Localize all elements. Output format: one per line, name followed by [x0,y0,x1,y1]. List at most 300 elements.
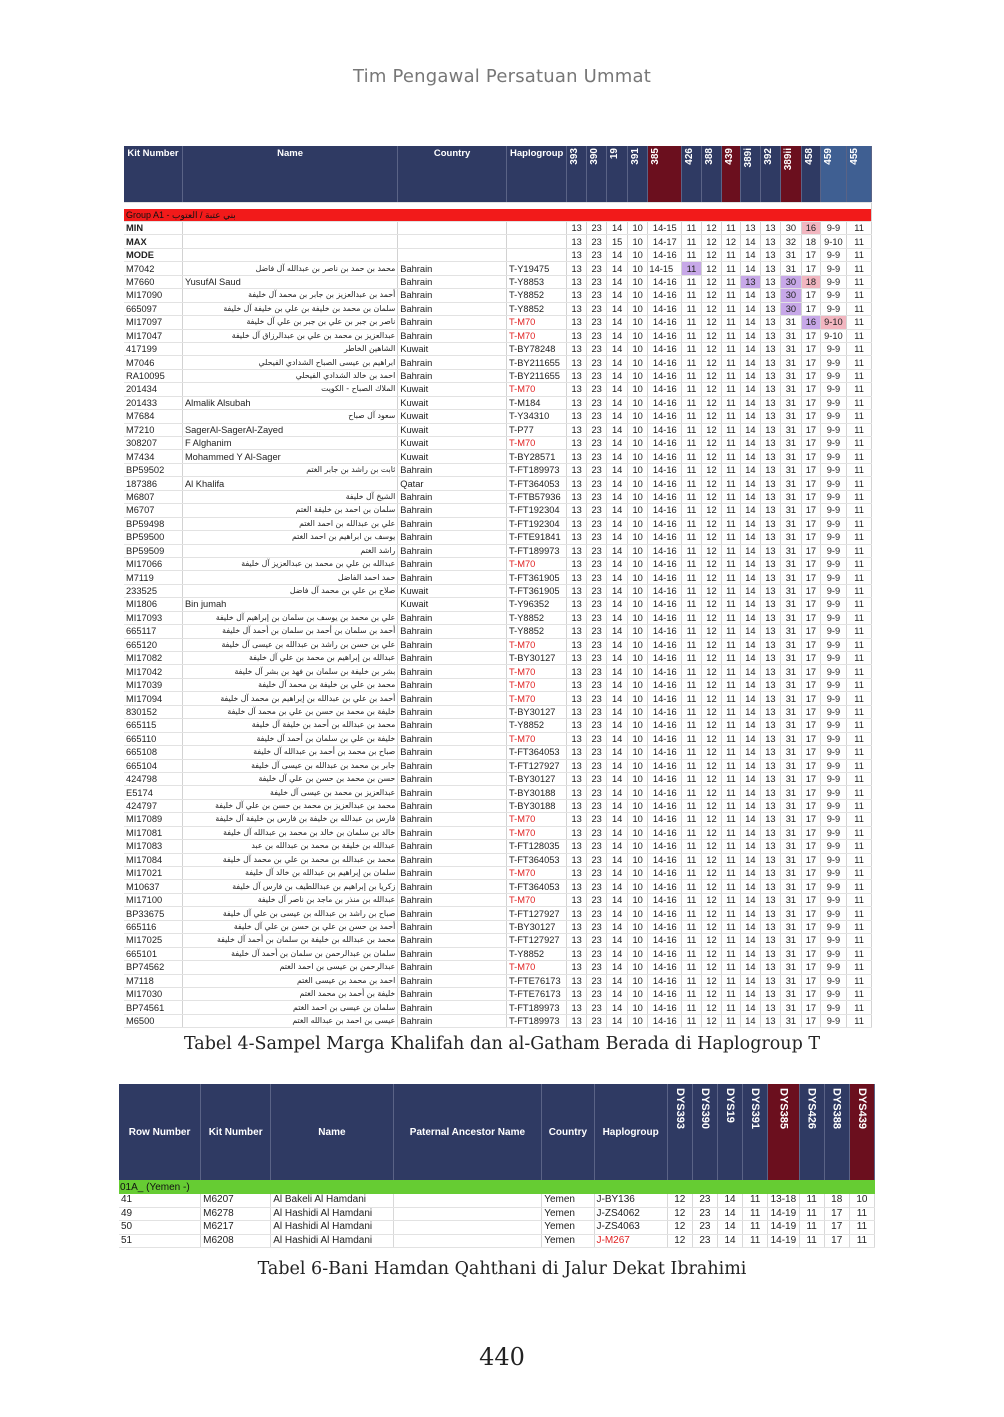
marker-value: 11 [682,1001,701,1014]
marker-value: 11 [722,584,740,597]
marker-value: 13 [761,799,780,812]
marker-value: 11 [722,961,740,974]
country-cell: Bahrain [398,531,507,544]
marker-value: 17 [824,1207,849,1221]
marker-value: 23 [692,1234,717,1248]
marker-value: 10 [627,772,648,785]
marker-value: 14-16 [648,383,682,396]
name-cell: خليفة بن محمد بن حسن بن علي بن محمد آل خليفة [182,705,397,718]
marker-value: 12 [701,987,722,1000]
marker-value: 12 [701,396,722,409]
marker-value: 17 [802,369,820,382]
marker-value: 13 [567,342,586,355]
country-cell: Bahrain [398,652,507,665]
marker-value: 12 [701,316,722,329]
country-cell: Bahrain [398,638,507,651]
marker-value: 13 [567,423,586,436]
marker-value: 9-9 [820,504,847,517]
marker-value: 13 [761,356,780,369]
haplogroup-cell: T-BY211655 [506,356,566,369]
marker-value: 13 [567,356,586,369]
country-cell: Bahrain [398,504,507,517]
country-cell: Kuwait [398,584,507,597]
marker-label: DYS388 [830,1088,843,1129]
marker-value: 11 [743,1194,768,1207]
marker-value: 10 [627,678,648,691]
name-cell: Al Bakeli Al Hamdani [271,1194,393,1207]
marker-value: 10 [627,437,648,450]
marker-value: 12 [701,437,722,450]
marker-value: 14-16 [648,410,682,423]
marker-value: 14 [607,732,628,745]
marker-value: 17 [802,880,820,893]
marker-value: 12 [701,813,722,826]
marker-value: 14 [607,1001,628,1014]
marker-value: 14 [740,867,761,880]
marker-value: 12 [701,329,722,342]
marker-value: 18 [802,275,820,288]
marker-value: 10 [627,786,648,799]
marker-value: 13 [761,692,780,705]
marker-value: 14 [740,571,761,584]
marker-value: 14 [740,813,761,826]
marker-value: 9-9 [820,410,847,423]
marker-value: 12 [701,893,722,906]
marker-value: 13 [740,275,761,288]
marker-value: 17 [802,1001,820,1014]
bani-hamdan-table [119,1084,868,1246]
marker-value: 14-16 [648,652,682,665]
marker-value: 9-9 [820,369,847,382]
table-row [124,557,872,570]
marker-value: 10 [627,342,648,355]
marker-value: 14 [607,719,628,732]
kit-number-cell: M7119 [124,571,182,584]
marker-value: 11 [722,705,740,718]
marker-value: 13 [761,222,780,235]
marker-header [740,146,761,203]
marker-value: 13 [761,531,780,544]
marker-value: 9-9 [820,262,847,275]
marker-label: 391 [629,148,641,165]
marker-value: 12 [701,799,722,812]
group-row [124,209,872,222]
marker-value: 14 [740,584,761,597]
marker-value: 14 [740,947,761,960]
kit-number-cell: MI17042 [124,665,182,678]
name-cell: محمد بن عبدالله بن أحمد بن خليفة آل خليفة [182,719,397,732]
marker-label: DYS385 [777,1088,790,1129]
marker-value: 12 [701,531,722,544]
haplogroup-cell: T-BY30127 [506,705,566,718]
table-row [124,853,872,866]
marker-value: 10 [627,1014,648,1027]
marker-value: 31 [780,772,802,785]
kit-number-cell: MI17100 [124,893,182,906]
country-cell: Bahrain [398,893,507,906]
marker-value: 13 [567,719,586,732]
marker-value: 11 [682,517,701,530]
marker-value: 11 [743,1207,768,1221]
marker-label: DYS439 [855,1088,868,1129]
marker-value: 11 [722,289,740,302]
name-cell: سعود آل صباح [182,410,397,423]
marker-value: 11 [682,598,701,611]
marker-value: 14 [740,342,761,355]
marker-value: 12 [701,584,722,597]
marker-value: 23 [586,275,607,288]
marker-value: 10 [627,262,648,275]
kit-number-cell: 830152 [124,705,182,718]
marker-value: 10 [627,544,648,557]
marker-value: 9-9 [820,665,847,678]
marker-value: 23 [586,329,607,342]
haplogroup-cell: T-BY28571 [506,450,566,463]
marker-value: 10 [627,611,648,624]
marker-value: 10 [627,974,648,987]
marker-value: 9-9 [820,571,847,584]
column-header: Haplogroup [506,146,566,203]
marker-value: 11 [847,396,872,409]
country-cell: Bahrain [398,557,507,570]
marker-value: 11 [849,1234,874,1248]
table-row [124,477,872,490]
marker-value: 13 [761,517,780,530]
haplogroup-cell: T-FT361905 [506,571,566,584]
marker-value: 23 [586,342,607,355]
name-cell: Al Hashidi Al Hamdani [271,1234,393,1248]
kit-number-cell: E5174 [124,786,182,799]
marker-value: 12 [701,1014,722,1027]
marker-value: 12 [701,598,722,611]
marker-value: 11 [722,732,740,745]
marker-value: 14 [607,678,628,691]
marker-value: 14 [740,638,761,651]
marker-value: 14-16 [648,517,682,530]
marker-value: 17 [802,638,820,651]
kit-number-cell: 424797 [124,799,182,812]
haplogroup-t-table [124,146,864,1027]
marker-value: 10 [627,746,648,759]
table-row [124,826,872,839]
kit-number-cell: BP59502 [124,463,182,476]
marker-value: 14 [607,692,628,705]
marker-value: 13 [761,625,780,638]
marker-value: 31 [780,383,802,396]
marker-value: 13 [567,611,586,624]
marker-value: 13 [567,477,586,490]
marker-value: 10 [627,719,648,732]
marker-value: 9-9 [820,584,847,597]
marker-value: 23 [586,732,607,745]
marker-value: 12 [701,490,722,503]
marker-header [768,1084,799,1180]
marker-value: 23 [586,786,607,799]
marker-value: 10 [627,705,648,718]
marker-value: 13 [761,665,780,678]
marker-value: 13 [761,934,780,947]
marker-value: 11 [722,692,740,705]
marker-value: 11 [682,961,701,974]
marker-value: 12 [701,920,722,933]
marker-value: 23 [586,222,607,235]
country-cell: Bahrain [398,907,507,920]
haplogroup-cell: J-BY136 [594,1194,667,1207]
country-cell: Bahrain [398,490,507,503]
marker-value: 12 [701,383,722,396]
marker-value: 13 [567,692,586,705]
column-header: Country [398,146,507,203]
marker-value: 12 [667,1207,692,1221]
marker-value: 14 [740,652,761,665]
marker-value: 17 [802,611,820,624]
marker-value: 14 [607,759,628,772]
name-cell: عبدالله بن إبراهيم بن محمد بن علي آل خليفة [182,652,397,665]
marker-value: 9-9 [820,248,847,261]
table-row [124,356,872,369]
marker-value: 31 [780,665,802,678]
marker-value: 11 [847,893,872,906]
marker-value: 23 [586,692,607,705]
marker-value: 12 [701,786,722,799]
marker-value: 12 [701,867,722,880]
marker-value: 9-9 [820,598,847,611]
marker-value: 13 [761,611,780,624]
haplogroup-cell: T-Y96352 [506,598,566,611]
marker-value: 14 [740,356,761,369]
marker-value: 12 [701,544,722,557]
marker-value: 11 [849,1207,874,1221]
table-row [124,544,872,557]
marker-header [667,1084,692,1180]
marker-label: 459 [822,148,834,165]
country-cell: Bahrain [398,813,507,826]
table-row [124,423,872,436]
marker-value: 31 [780,1001,802,1014]
marker-header [717,1084,742,1180]
marker-value: 11 [722,826,740,839]
table-row [124,840,872,853]
marker-value: 11 [682,557,701,570]
marker-value: 14-19 [768,1221,799,1235]
marker-value: 31 [780,813,802,826]
kit-number-cell: 665116 [124,920,182,933]
marker-value: 13 [761,289,780,302]
marker-value: 14 [607,665,628,678]
marker-value: 13 [761,907,780,920]
marker-value: 13 [567,799,586,812]
marker-value: 14-16 [648,423,682,436]
marker-value: 10 [627,598,648,611]
kit-number-cell: MI17093 [124,611,182,624]
marker-value: 17 [802,584,820,597]
marker-value: 10 [627,1001,648,1014]
marker-value: 14 [607,222,628,235]
marker-value: 14-16 [648,1014,682,1027]
marker-value: 17 [802,920,820,933]
marker-value: 31 [780,947,802,960]
marker-value: 11 [849,1221,874,1235]
table-row [119,1234,875,1248]
table-row [124,638,872,651]
marker-value: 14 [607,893,628,906]
marker-value: 12 [701,880,722,893]
marker-value: 14 [740,329,761,342]
marker-value: 17 [802,248,820,261]
marker-value: 12 [701,826,722,839]
marker-value: 12 [701,248,722,261]
haplogroup-cell: T-FTB57936 [506,490,566,503]
marker-value: 9-9 [820,396,847,409]
country-cell: Bahrain [398,517,507,530]
marker-value: 17 [802,786,820,799]
haplogroup-cell: T-M70 [506,732,566,745]
marker-value: 13 [761,571,780,584]
marker-header [682,146,701,203]
marker-value: 17 [802,799,820,812]
name-cell: محمد بن عبدالله بن محمد بن علي بن محمد آل خليفة [182,853,397,866]
marker-value: 14-16 [648,692,682,705]
marker-value: 14-16 [648,625,682,638]
marker-value: 13 [761,544,780,557]
marker-value: 11 [682,423,701,436]
marker-value: 12 [701,235,722,248]
marker-value: 14 [607,289,628,302]
marker-value: 32 [780,235,802,248]
marker-value: 31 [780,799,802,812]
marker-value: 11 [682,463,701,476]
marker-value: 17 [802,289,820,302]
name-cell: عبدالعزيز بن محمد بن علي بن عبدالرزاق آل خليفة [182,329,397,342]
marker-value: 17 [802,813,820,826]
marker-value: 10 [627,652,648,665]
marker-value: 31 [780,611,802,624]
marker-value: 13 [761,719,780,732]
country-cell: Bahrain [398,625,507,638]
marker-value: 13 [761,705,780,718]
marker-value: 11 [847,920,872,933]
marker-value: 14 [607,987,628,1000]
marker-value: 31 [780,880,802,893]
name-cell: أحمد بن سلمان بن أحمد بن سلمان بن أحمد آل خليفة [182,625,397,638]
marker-value: 17 [802,974,820,987]
column-header: Kit Number [201,1084,271,1180]
haplogroup-cell: T-Y8852 [506,947,566,960]
marker-value: 10 [627,934,648,947]
country-cell: Bahrain [398,840,507,853]
ancestor-cell [393,1194,542,1207]
marker-value: 17 [802,652,820,665]
marker-label: 392 [763,148,775,165]
marker-value: 11 [722,410,740,423]
name-cell: يوسف بن ابراهيم بن احمد الغتم [182,531,397,544]
marker-value: 11 [682,987,701,1000]
marker-value: 14 [607,961,628,974]
marker-value: 11 [682,974,701,987]
marker-value: 10 [627,463,648,476]
marker-value: 31 [780,437,802,450]
marker-value: 17 [802,477,820,490]
marker-value: 14 [740,746,761,759]
marker-value: 10 [627,571,648,584]
kit-number-cell: M6217 [201,1221,271,1235]
marker-value: 11 [847,786,872,799]
haplogroup-cell: T-BY78248 [506,342,566,355]
name-cell: راشد الغتم [182,544,397,557]
marker-value: 13 [761,235,780,248]
table-row [124,799,872,812]
country-cell: Bahrain [398,746,507,759]
marker-value: 11 [847,356,872,369]
marker-value: 9-10 [820,235,847,248]
marker-value: 31 [780,423,802,436]
haplogroup-cell: T-M70 [506,665,566,678]
marker-value: 13 [761,678,780,691]
marker-value: 9-9 [820,302,847,315]
marker-value: 13 [567,961,586,974]
marker-value: 14-16 [648,544,682,557]
marker-value: 23 [586,410,607,423]
kit-number-cell: MI17090 [124,289,182,302]
marker-value: 14 [740,598,761,611]
table-row [124,531,872,544]
marker-value: 23 [692,1221,717,1235]
marker-value: 11 [847,652,872,665]
marker-value: 11 [847,423,872,436]
marker-value: 11 [682,665,701,678]
marker-value: 13 [567,746,586,759]
marker-value: 14 [740,504,761,517]
kit-number-cell: BP59509 [124,544,182,557]
marker-value: 9-9 [820,678,847,691]
marker-value: 11 [722,746,740,759]
marker-value: 14 [740,423,761,436]
marker-value: 12 [701,342,722,355]
name-cell: محمد بن حمد بن ناصر بن عبدالله آل فاضل [182,262,397,275]
marker-value: 11 [682,342,701,355]
marker-value: 11 [722,625,740,638]
marker-value: 11 [682,853,701,866]
table-row [124,692,872,705]
marker-value: 14 [740,1001,761,1014]
kit-number-cell: M7042 [124,262,182,275]
marker-value: 9-9 [820,222,847,235]
marker-value: 23 [586,961,607,974]
marker-value: 17 [802,947,820,960]
marker-value: 14 [607,638,628,651]
marker-value: 11 [682,477,701,490]
country-cell [398,235,507,248]
marker-value: 14 [607,799,628,812]
marker-value: 9-9 [820,947,847,960]
marker-value: 31 [780,410,802,423]
marker-value: 11 [847,692,872,705]
marker-value: 11 [847,934,872,947]
marker-value: 13 [567,531,586,544]
marker-value: 13 [567,396,586,409]
marker-value: 10 [627,504,648,517]
marker-header [692,1084,717,1180]
kit-number-cell: M6707 [124,504,182,517]
marker-value: 13 [567,947,586,960]
marker-value: 11 [847,867,872,880]
marker-value: 17 [802,1014,820,1027]
marker-value: 17 [802,450,820,463]
marker-value: 14 [607,275,628,288]
marker-value: 13 [761,638,780,651]
marker-value: 11 [847,1001,872,1014]
marker-value: 10 [627,867,648,880]
